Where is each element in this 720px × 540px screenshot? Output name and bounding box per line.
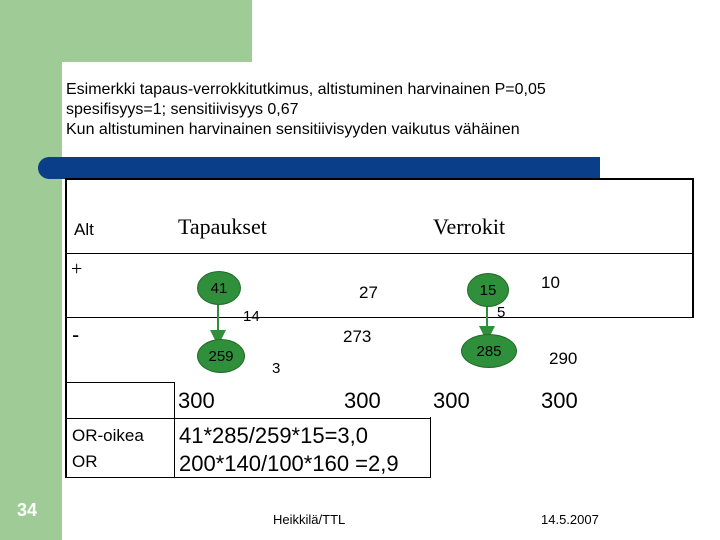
- title-line-1: Esimerkki tapaus-verrokkitutkimus, altistuminen harvinainen P=0,05: [66, 81, 546, 98]
- total-cases-left: 300: [178, 388, 215, 413]
- title-line-2: spesifisyys=1; sensitiivisyys 0,67: [66, 101, 299, 118]
- or-formula-true: 41*285/259*15=3,0: [179, 423, 369, 448]
- controls-plus-right: 10: [541, 273, 560, 292]
- controls-plus-exposed-value: 15: [479, 281, 497, 299]
- total-controls-right: 300: [541, 388, 578, 413]
- footer-date: 14.5.2007: [541, 512, 599, 527]
- cases-plus-right: 27: [359, 283, 378, 302]
- header-alt: Alt: [74, 220, 94, 239]
- total-controls-left: 300: [433, 388, 470, 413]
- footer-author: Heikkilä/TTL: [273, 512, 346, 527]
- cases-plus-exposed-value: 41: [210, 279, 228, 297]
- header-controls: Verrokit: [433, 214, 506, 239]
- row-label-minus: -: [72, 322, 80, 347]
- or-formula-observed: 200*140/100*160 =2,9: [179, 451, 399, 476]
- page-number: 34: [17, 500, 38, 520]
- title-line-3: Kun altistuminen harvinainen sensitiivisyyden vaikutus vähäinen: [66, 121, 520, 138]
- cases-shift-14: 14: [243, 308, 260, 325]
- cases-minus-right: 273: [343, 327, 372, 346]
- controls-shift-5: 5: [497, 304, 506, 321]
- total-cases-right: 300: [344, 388, 381, 413]
- cases-shift-3: 3: [272, 360, 281, 377]
- controls-minus-exposed-value: 285: [476, 342, 502, 360]
- header-cases: Tapaukset: [178, 214, 267, 239]
- controls-minus-right: 290: [549, 349, 578, 368]
- controls-plus-exposed-oval: [467, 273, 509, 307]
- row-label-plus: +: [71, 258, 83, 280]
- cases-plus-exposed-oval: [197, 271, 241, 305]
- cases-minus-exposed-value: 259: [208, 347, 234, 365]
- or-label-true: OR-oikea: [72, 426, 144, 445]
- cases-minus-exposed-oval: [197, 339, 245, 373]
- or-label-observed: OR: [72, 452, 98, 471]
- controls-minus-exposed-oval: [461, 334, 517, 368]
